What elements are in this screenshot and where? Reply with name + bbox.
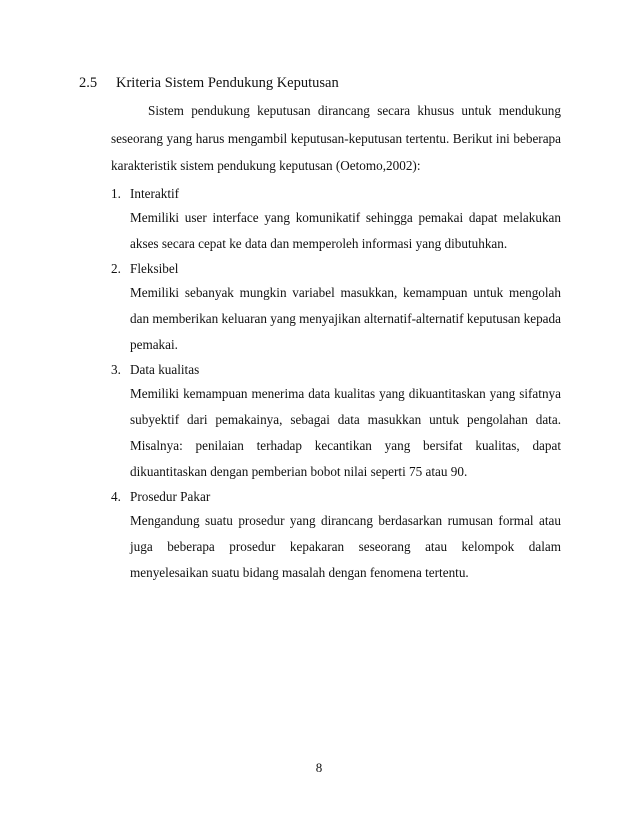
list-item — [111, 358, 561, 485]
section-heading — [79, 74, 339, 92]
list-item — [111, 182, 561, 257]
item-number: 3. — [111, 362, 121, 377]
criteria-list — [111, 182, 561, 586]
item-description: Memiliki kemampuan menerima data kualitas yang dikuantitaskan yang sifatnya subyektif dari pemakainya, sebagai data masukkan untuk pengolahan data. Misalnya: penilaian terhadap kecantikan yang bersifat kualitas, dapat dikuantitaskan dengan pemberian bobot nilai seperti 75 atau 90. — [130, 386, 561, 479]
list-item — [111, 485, 561, 586]
item-heading — [111, 485, 561, 508]
item-description: Memiliki sebanyak mungkin variabel masukkan, kemampuan untuk mengolah dan memberikan keluaran yang menyajikan alternatif-alternatif keputusan kepada pemakai. — [130, 285, 561, 352]
item-heading — [111, 358, 561, 381]
section-number: 2.5 — [79, 75, 98, 91]
page-number: 8 — [315, 760, 323, 775]
intro-paragraph: Sistem pendukung keputusan dirancang secara khusus untuk mendukung seseorang yang harus mengambil keputusan-keputusan tertentu. Berikut ini beberapa karakteristik sistem pendukung keputusan (Oetomo,2002): — [111, 103, 561, 173]
item-title: Interaktif — [130, 186, 180, 201]
item-description: Memiliki user interface yang komunikatif sehingga pemakai dapat melakukan akses secara cepat ke data dan memperoleh informasi yang dibutuhkan. — [130, 210, 561, 251]
item-heading — [111, 182, 561, 205]
item-title: Data kualitas — [130, 362, 200, 377]
section-title: Kriteria Sistem Pendukung Keputusan — [116, 75, 339, 91]
item-description: Mengandung suatu prosedur yang dirancang berdasarkan rumusan formal atau juga beberapa prosedur kepakaran seseorang atau kelompok dalam menyelesaikan suatu bidang masalah dengan fenomena tertentu. — [130, 513, 561, 580]
list-item — [111, 257, 561, 358]
item-number: 2. — [111, 261, 121, 276]
item-title: Fleksibel — [130, 261, 179, 276]
item-number: 4. — [111, 489, 121, 504]
item-number: 1. — [111, 186, 121, 201]
item-heading — [111, 257, 561, 280]
item-title: Prosedur Pakar — [130, 489, 211, 504]
